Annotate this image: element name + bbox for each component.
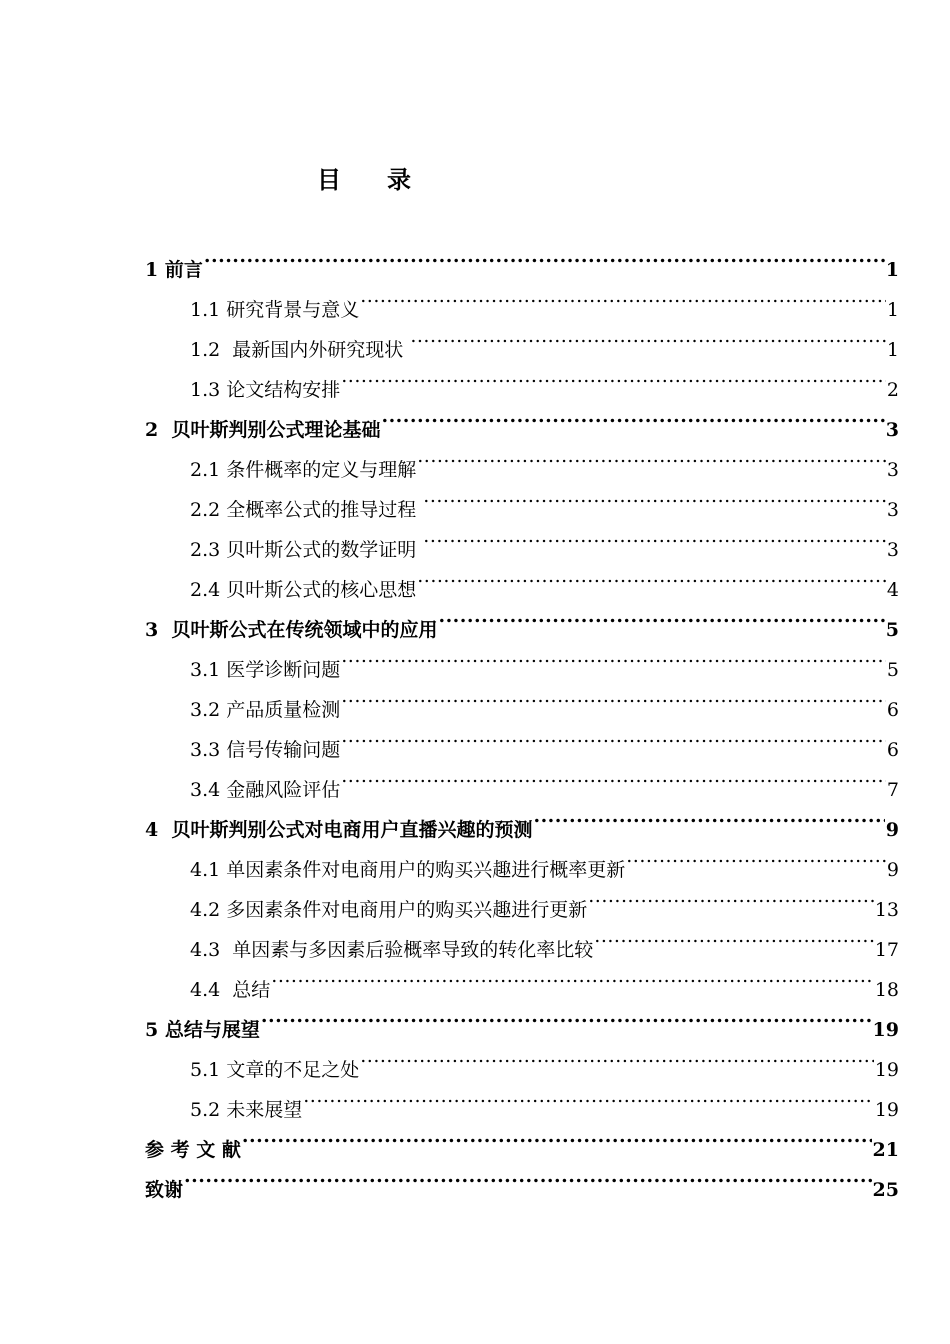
toc-title-char-1: 目 <box>317 165 343 194</box>
toc-leader-dots <box>381 396 884 436</box>
toc-entry-label: 4 贝叶斯判别公式对电商用户直播兴趣的预测 <box>145 819 533 841</box>
toc-entry-page-number: 3 <box>886 539 899 561</box>
toc-entry-label: 2.4 贝叶斯公式的核心思想 <box>190 579 417 601</box>
toc-leader-dots <box>261 996 872 1036</box>
toc-leader-dots <box>341 676 886 716</box>
toc-leader-dots <box>360 1036 874 1076</box>
toc-entry-label: 1.3 论文结构安排 <box>190 379 341 401</box>
toc-title-char-2: 录 <box>387 165 413 194</box>
toc-entry-label: 2.2 全概率公式的推导过程 <box>190 499 423 521</box>
toc-entry-page-number: 5 <box>885 619 899 641</box>
toc-leader-dots <box>410 316 886 356</box>
toc-entry-label: 3 贝叶斯公式在传统领域中的应用 <box>145 619 438 641</box>
toc-entry-page-number: 19 <box>872 1019 899 1041</box>
toc-leader-dots <box>438 596 884 636</box>
toc-leader-dots <box>533 796 884 836</box>
toc-entry-label: 2.1 条件概率的定义与理解 <box>190 459 417 481</box>
toc-entry-label: 3.2 产品质量检测 <box>190 699 341 721</box>
toc-entry-page-number: 5 <box>886 659 899 681</box>
toc-entry-page-number: 9 <box>885 819 899 841</box>
toc-leader-dots <box>184 1156 872 1196</box>
toc-entry-page-number: 19 <box>874 1099 899 1121</box>
toc-entry-page-number: 4 <box>886 579 899 601</box>
toc-entry-page-number: 25 <box>872 1179 899 1201</box>
toc-entry-label: 5.2 未来展望 <box>190 1099 303 1121</box>
toc-leader-dots <box>417 436 886 476</box>
toc-entry-page-number: 3 <box>885 419 899 441</box>
toc-entry-page-number: 18 <box>874 979 899 1001</box>
toc-entry-chapter[interactable] <box>145 1156 899 1201</box>
toc-entry-page-number: 7 <box>886 779 899 801</box>
toc-leader-dots <box>271 956 874 996</box>
toc-entry-label: 5.1 文章的不足之处 <box>190 1059 360 1081</box>
toc-entry-label: 2.3 贝叶斯公式的数学证明 <box>190 539 423 561</box>
toc-leader-dots <box>341 356 886 396</box>
toc-entry-page-number: 3 <box>886 459 899 481</box>
toc-leader-dots <box>626 836 886 876</box>
toc-entry-page-number: 19 <box>874 1059 899 1081</box>
toc-entry-label: 4.4 总结 <box>190 979 271 1001</box>
toc-entry-page-number: 1 <box>885 259 899 281</box>
toc-entry-page-number: 6 <box>886 699 899 721</box>
toc-entry-label: 3.3 信号传输问题 <box>190 739 341 761</box>
toc-leader-dots <box>341 716 886 756</box>
toc-leader-dots <box>341 756 886 796</box>
toc-leader-dots <box>417 556 886 596</box>
toc-leader-dots <box>423 516 886 556</box>
toc-entry-label: 致谢 <box>145 1179 184 1201</box>
toc-leader-dots <box>341 636 886 676</box>
toc-leader-dots <box>204 236 885 276</box>
toc-entry-page-number: 9 <box>886 859 899 881</box>
toc-leader-dots <box>242 1116 872 1156</box>
toc-entry-label: 3.4 金融风险评估 <box>190 779 341 801</box>
toc-entry-label: 1.2 最新国内外研究现状 <box>190 339 410 361</box>
toc-entry-label: 1.1 研究背景与意义 <box>190 299 360 321</box>
toc-entry-label: 5 总结与展望 <box>145 1019 260 1041</box>
toc-entry-label: 2 贝叶斯判别公式理论基础 <box>145 419 381 441</box>
toc-entry-label: 4.1 单因素条件对电商用户的购买兴趣进行概率更新 <box>190 859 626 881</box>
toc-entry-chapter[interactable] <box>145 1116 899 1161</box>
toc-entry-chapter[interactable] <box>145 236 899 281</box>
toc-leader-dots <box>594 916 874 956</box>
toc-list <box>145 236 899 1201</box>
toc-entry-page-number: 13 <box>874 899 899 921</box>
toc-entry-page-number: 6 <box>886 739 899 761</box>
toc-title <box>0 160 730 195</box>
toc-entry-label: 4.2 多因素条件对电商用户的购买兴趣进行更新 <box>190 899 588 921</box>
toc-entry-page-number: 1 <box>886 299 899 321</box>
toc-entry-section[interactable] <box>145 276 899 321</box>
toc-leader-dots <box>303 1076 874 1116</box>
toc-entry-label: 1 前言 <box>145 259 203 281</box>
toc-leader-dots <box>588 876 874 916</box>
toc-entry-page-number: 21 <box>872 1139 899 1161</box>
toc-entry-page-number: 2 <box>886 379 899 401</box>
toc-leader-dots <box>360 276 886 316</box>
toc-entry-label: 3.1 医学诊断问题 <box>190 659 341 681</box>
toc-entry-page-number: 1 <box>886 339 899 361</box>
toc-entry-page-number: 17 <box>874 939 899 961</box>
toc-entry-label: 参 考 文 献 <box>145 1139 241 1161</box>
toc-leader-dots <box>423 476 886 516</box>
toc-entry-page-number: 3 <box>886 499 899 521</box>
toc-entry-label: 4.3 单因素与多因素后验概率导致的转化率比较 <box>190 939 594 961</box>
